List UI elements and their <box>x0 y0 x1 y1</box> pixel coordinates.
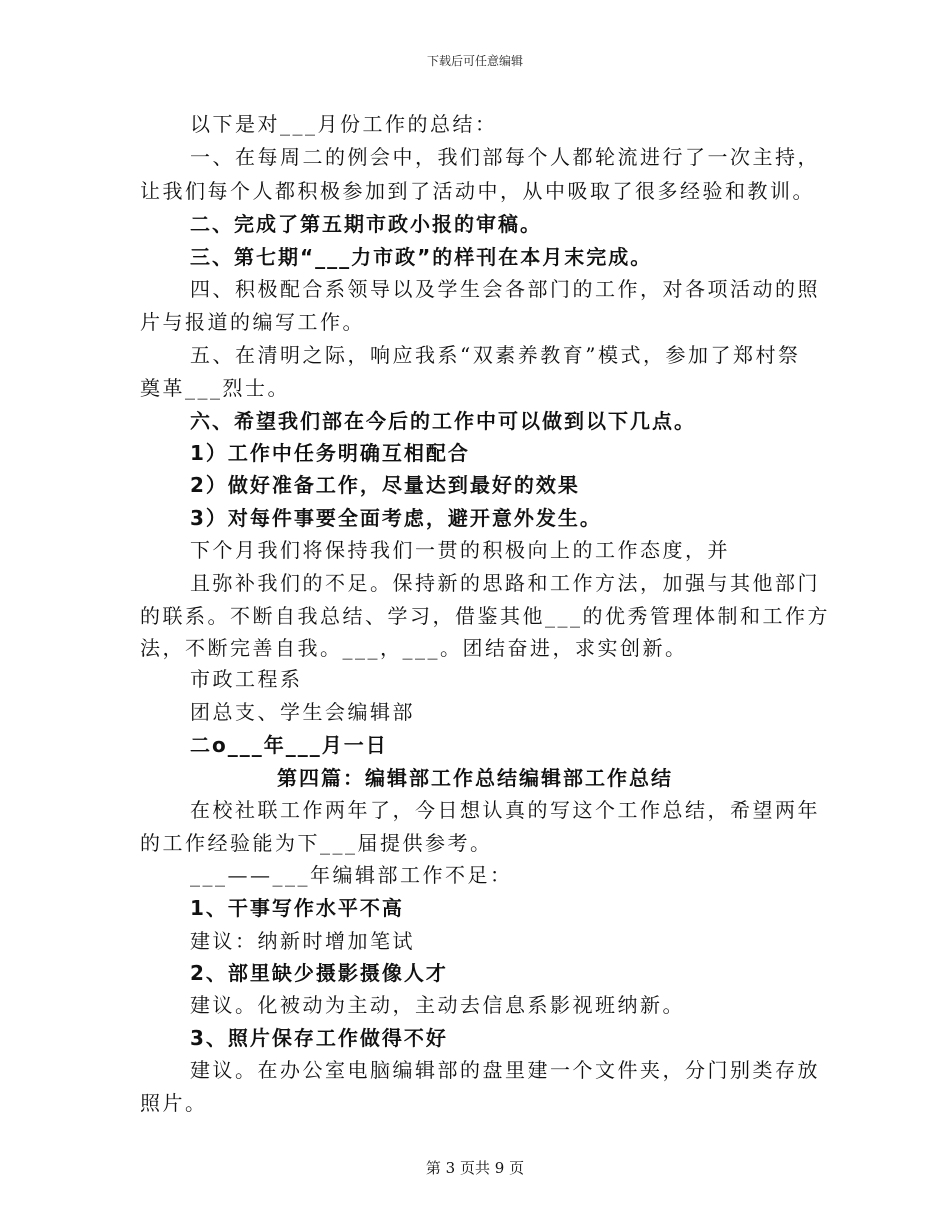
text-line: 在校社联工作两年了，今日想认真的写这个工作总结，希望两年 <box>190 798 820 822</box>
text-line: 以下是对___月份工作的总结： <box>190 112 498 136</box>
text-line-bold: 2、部里缺少摄影摄像人才 <box>190 961 448 985</box>
page-number: 第 3 页共 9 页 <box>425 1159 525 1177</box>
text-line: 团总支、学生会编辑部 <box>190 700 415 724</box>
text-line: 下个月我们将保持我们一贯的积极向上的工作态度，并 <box>190 538 730 562</box>
text-line: 建议。化被动为主动，主动去信息系影视班纳新。 <box>190 993 685 1017</box>
text-line: 四、积极配合系领导以及学生会各部门的工作，对各项活动的照 <box>190 277 820 301</box>
text-line-bold: 三、第七期“___力市政”的样刊在本月末完成。 <box>190 245 653 269</box>
text-line: 建议。在办公室电脑编辑部的盘里建一个文件夹，分门别类存放 <box>190 1058 820 1082</box>
text-line: 法，不断完善自我。___，___。团结奋进，求实创新。 <box>140 636 688 660</box>
text-line: 照片。 <box>140 1091 208 1115</box>
text-line-bold: 1）工作中任务明确互相配合 <box>190 441 470 465</box>
page-header: 下载后可任意编辑 <box>426 54 523 68</box>
text-line-bold: 2）做好准备工作，尽量达到最好的效果 <box>190 473 580 497</box>
text-line-bold: 六、希望我们部在今后的工作中可以做到以下几点。 <box>190 409 696 433</box>
text-line: 奠革___烈士。 <box>140 376 290 400</box>
section-title: 第四篇：编辑部工作总结编辑部工作总结 <box>277 766 673 790</box>
text-line: 片与报道的编写工作。 <box>140 310 365 334</box>
text-line-bold: 1、干事写作水平不高 <box>190 896 404 920</box>
text-line: ___——___年编辑部工作不足： <box>190 863 513 887</box>
text-line-bold: 二o___年___月一日 <box>190 733 388 757</box>
text-line: 建议：纳新时增加笔试 <box>190 929 415 953</box>
text-line: 市政工程系 <box>190 667 303 691</box>
text-line-bold: 3）对每件事要全面考虑，避开意外发生。 <box>190 506 602 530</box>
text-line: 且弥补我们的不足。保持新的思路和工作方法，加强与其他部门 <box>190 571 820 595</box>
text-line: 的工作经验能为下___届提供参考。 <box>140 831 493 855</box>
text-line-bold: 二、完成了第五期市政小报的审稿。 <box>190 212 542 236</box>
text-line: 一、在每周二的例会中，我们部每个人都轮流进行了一次主持， <box>190 145 820 169</box>
text-line: 五、在清明之际，响应我系“双素养教育”模式，参加了郑村祭 <box>190 343 801 367</box>
text-line: 让我们每个人都积极参加到了活动中，从中吸取了很多经验和教训。 <box>140 179 815 203</box>
text-line: 的联系。不断自我总结、学习，借鉴其他___的优秀管理体制和工作方 <box>140 604 830 628</box>
text-line-bold: 3、照片保存工作做得不好 <box>190 1026 448 1050</box>
